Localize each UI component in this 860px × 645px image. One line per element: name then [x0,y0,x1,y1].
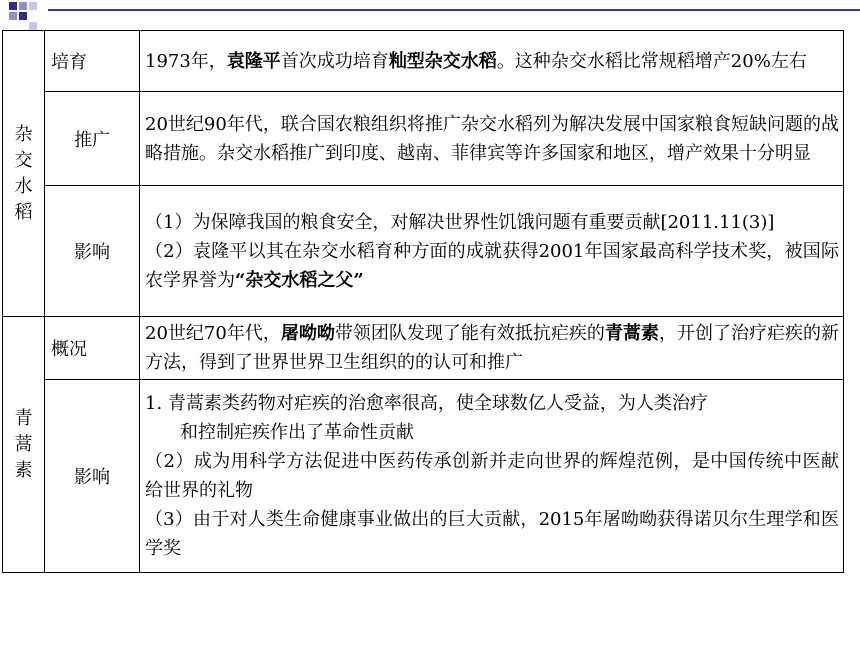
table-row [3,317,844,380]
section-title-rice [3,31,45,317]
deco-square [19,12,27,20]
section-title-artemisinin [3,317,45,573]
section-title-char: 杂 [14,123,33,145]
content-line: （1）为保障我国的粮食安全，对解决世界性饥饿问题有重要贡献[2011.11(3)] [145,211,775,233]
row-content [140,317,844,380]
row-label: 影响 [45,186,140,317]
content-line: （3）由于对人类生命健康事业做出的巨大贡献，2015年屠呦呦获得诺贝尔生理学和医学奖 [145,509,839,559]
section-title-char: 水 [14,175,33,197]
section-title-char: 素 [14,459,33,481]
section-title-char: 稻 [14,201,33,223]
deco-square [29,2,37,10]
content-line: （2）成为用科学方法促进中医药传承创新并走向世界的辉煌范例，是中国传统中医献给世界的礼物 [145,451,839,501]
content-line: 和控制疟疾作出了革命性贡献 [180,422,414,443]
table-row [3,92,844,186]
row-label: 影响 [45,380,140,573]
content-line: 20世纪70年代，屠呦呦带领团队发现了能有效抵抗疟疾的青蒿素，开创了治疗疟疾的新方法，得到了世界世界卫生组织的的认可和推广 [145,323,839,373]
deco-line [48,9,860,11]
row-label: 培育 [45,31,140,92]
section-title-char: 蒿 [14,433,33,455]
row-content [140,186,844,317]
table-row [3,31,844,92]
content-line: 1. 青蒿素类药物对疟疾的治愈率很高，使全球数亿人受益，为人类治疗 [145,393,708,414]
content-line: 1973年，袁隆平首次成功培育籼型杂交水稻。这种杂交水稻比常规稻增产20%左右 [145,50,807,72]
row-label: 概况 [45,317,140,380]
content-line: 20世纪90年代，联合国农粮组织将推广杂交水稻列为解决发展中国家粮食短缺问题的战略措施。杂交水稻推广到印度、越南、菲律宾等许多国家和地区，增产效果十分明显 [145,113,839,164]
table-row [3,380,844,573]
deco-square [9,12,17,20]
content-line: （2）袁隆平以其在杂交水稻育种方面的成就获得2001年国家最高科学技术奖，被国际农学界誉为“杂交水稻之父” [145,240,839,291]
section-title-char: 青 [14,407,33,429]
deco-square [29,22,37,30]
achievements-table [2,30,844,573]
section-title-char: 交 [14,149,33,171]
table-row [3,186,844,317]
deco-square [9,2,17,10]
deco-square [19,2,27,10]
row-content [140,31,844,92]
row-label: 推广 [45,92,140,186]
row-content [140,92,844,186]
row-content [140,380,844,573]
